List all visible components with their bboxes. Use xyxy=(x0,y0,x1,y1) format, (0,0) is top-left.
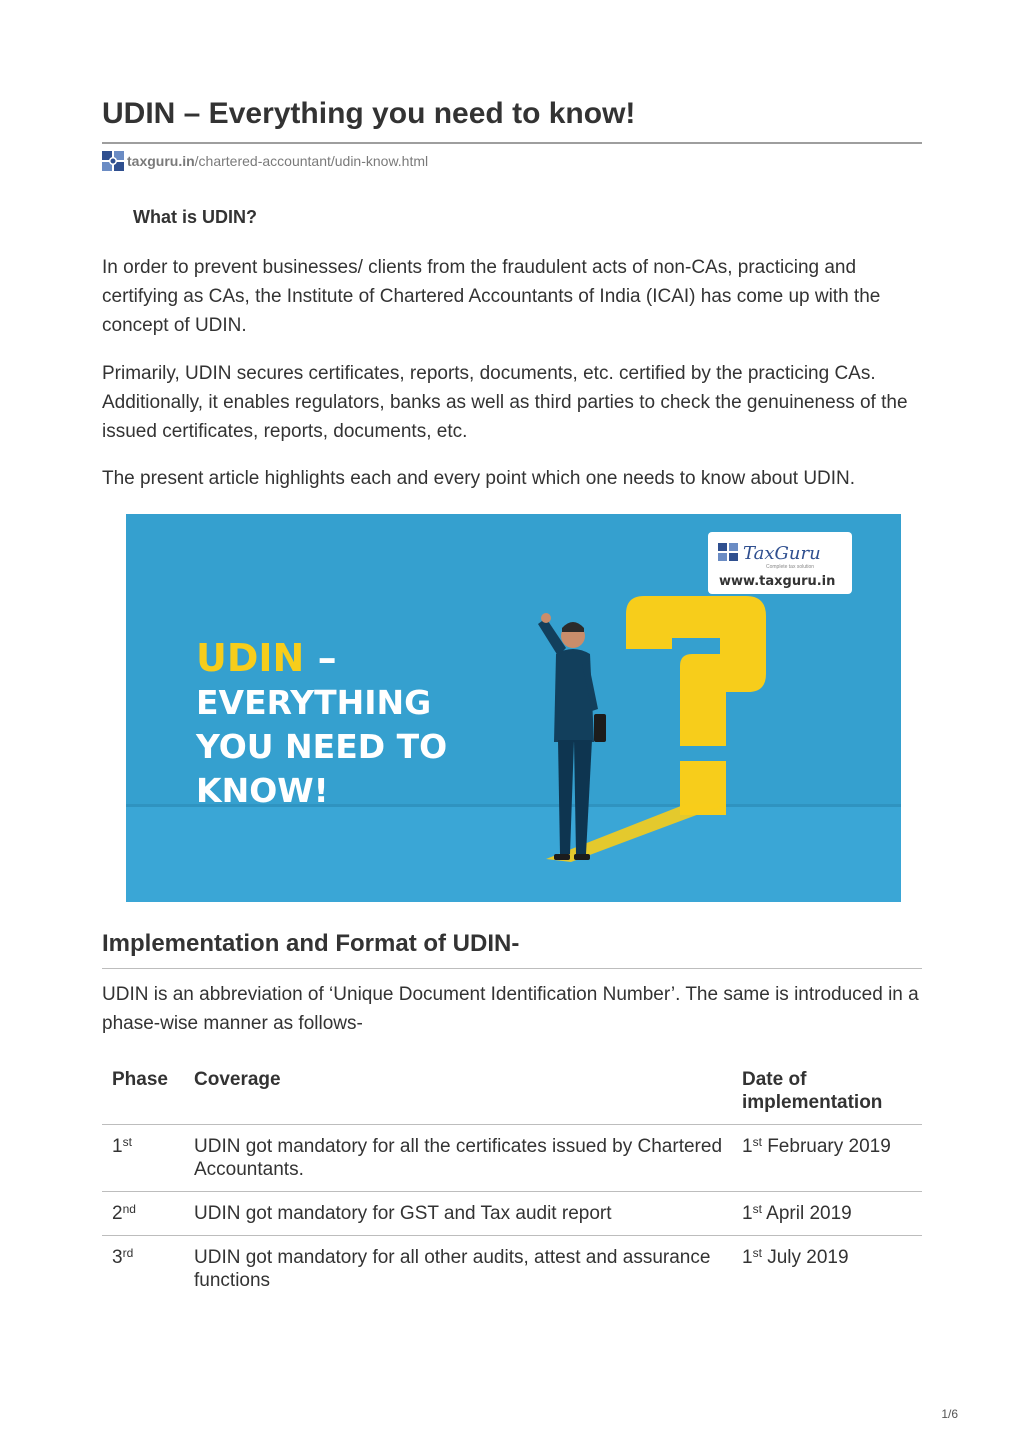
purpose-paragraph: Primarily, UDIN secures certificates, reports, documents, etc. certified by the practicing CAs. Additionally, it enables regulators, banks as well as third parties to check the genuineness of the issued certificates, reports, documents, etc. xyxy=(102,363,908,442)
table-row xyxy=(102,1192,922,1236)
logo-brand: TaxGuru xyxy=(743,543,821,564)
banner-headline-line-2: EVERYTHING xyxy=(196,683,432,722)
banner-headline-line-1: UDIN – xyxy=(196,636,337,680)
logo-url: www.taxguru.in xyxy=(719,574,836,589)
logo-tagline: Complete tax solution xyxy=(766,564,815,570)
source-domain[interactable]: taxguru.in xyxy=(127,153,195,169)
article-banner-image xyxy=(126,514,901,902)
page-title: UDIN – Everything you need to know! xyxy=(102,97,636,130)
date-cell: 1st April 2019 xyxy=(732,1192,922,1236)
phase-cell: 3rd xyxy=(112,1246,134,1268)
taxguru-favicon-icon xyxy=(102,151,124,171)
coverage-cell: UDIN got mandatory for all other audits, attest and assurance functions xyxy=(194,1247,711,1291)
implementation-heading: Implementation and Format of UDIN- xyxy=(102,930,520,957)
page-number: 1/6 xyxy=(941,1407,958,1421)
banner-headline-line-3: YOU NEED TO xyxy=(196,727,448,766)
what-is-udin-heading: What is UDIN? xyxy=(133,207,257,227)
taxguru-logo xyxy=(708,532,852,594)
summary-paragraph: The present article highlights each and every point which one needs to know about UDIN. xyxy=(102,468,856,489)
title-divider xyxy=(102,142,922,144)
date-column-header: Date of implementation xyxy=(732,1060,922,1125)
source-link[interactable] xyxy=(102,151,428,171)
table-row xyxy=(102,1236,922,1303)
intro-paragraph: In order to prevent businesses/ clients from the fraudulent acts of non-CAs, practicing and certifying as CAs, the Institute of Chartered Accountants of India (ICAI) has come up with the concept of UDIN. xyxy=(102,257,881,336)
banner-headline-line-4: KNOW! xyxy=(196,771,329,810)
coverage-cell: UDIN got mandatory for GST and Tax audit report xyxy=(184,1192,732,1236)
phase-column-header: Phase xyxy=(102,1060,184,1125)
phase-cell: 1st xyxy=(102,1125,184,1192)
phase-cell: 2nd xyxy=(102,1192,184,1236)
table-header-row xyxy=(102,1060,922,1125)
coverage-column-header: Coverage xyxy=(184,1060,732,1125)
date-cell: 1st February 2019 xyxy=(732,1125,922,1192)
source-path[interactable]: /chartered-accountant/udin-know.html xyxy=(194,153,429,169)
table-row xyxy=(102,1125,922,1192)
date-cell: 1st July 2019 xyxy=(742,1246,849,1268)
phase-table xyxy=(102,1060,922,1302)
abbreviation-paragraph: UDIN is an abbreviation of ‘Unique Document Identification Number’. The same is introduced in a phase-wise manner as follows- xyxy=(102,984,919,1034)
section-divider xyxy=(102,968,922,969)
coverage-cell: UDIN got mandatory for all the certificates issued by Chartered Accountants. xyxy=(184,1125,732,1192)
